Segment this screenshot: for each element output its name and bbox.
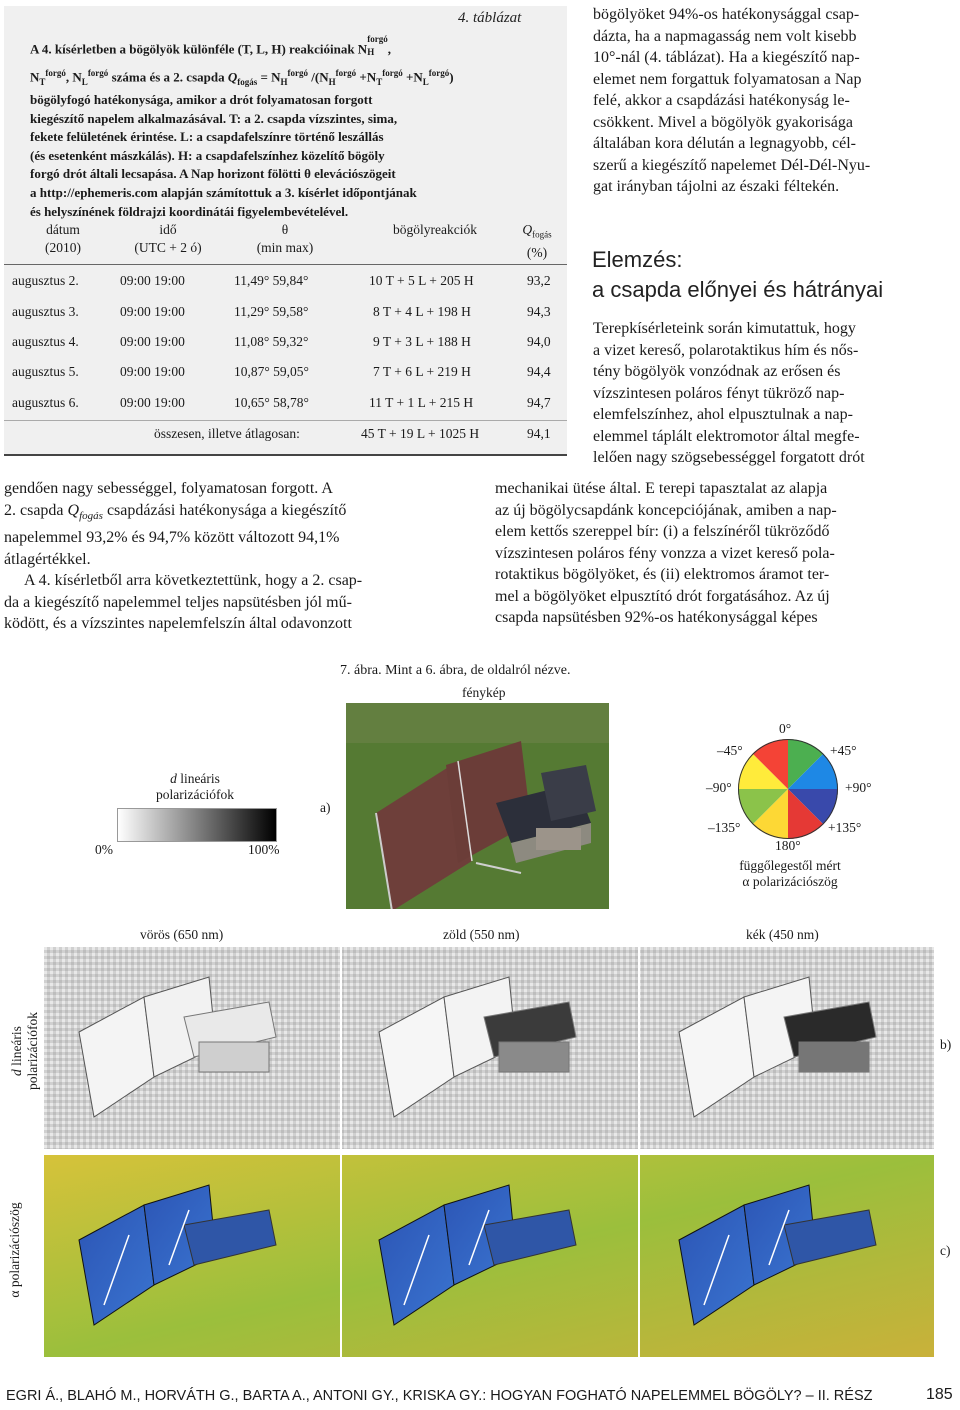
header-theta: θ (min max): [256, 222, 314, 255]
text-line: Terepkísérleteink során kimutattuk, hogy: [593, 320, 856, 337]
text-line: A 4. kísérletből arra következtettünk, hogy a 2. csap-: [24, 572, 363, 590]
text-line: elem kettős szereppel bír: (i) a felszínéről tükröződő: [495, 523, 830, 540]
caption-line-2: $N_T^{forgó}$, $N_L^{forgó}$ száma és a 2. csapda $Q_{fogás} = N_H^{forgó}$ $/(N_H^{forgó} +N_T^{forgó} +N_L^{forgó})$: [30, 67, 454, 87]
text-line: vízszintesen poláros fényt tükröző nap-: [593, 384, 845, 402]
right-column-mid-text: [593, 318, 956, 469]
text-line: gendően nagy sebességgel, folyamatosan forgott. A: [4, 480, 333, 497]
table-caption: [30, 36, 560, 221]
text-line: lelően nagy szögsebességgel forgatott drót: [593, 449, 865, 466]
text-line: da a kiegészítő napelemmel teljes napsütésben jól mű-: [4, 593, 352, 611]
text-line: bögölyöket 94%-os hatékonysággal csap-: [593, 6, 860, 23]
text-line: rotaktikus bögölyöket, és (ii) elektromos áramot ter-: [495, 566, 830, 583]
alpha-angle-label: függőlegestől mért α polarizációszög: [739, 858, 841, 889]
red-channel-label: vörös (650 nm): [140, 927, 224, 942]
right-column-top-text: [593, 4, 956, 198]
alpha-images-row: [44, 1155, 934, 1357]
row-b-side-label: d lineáris polarizációfok: [9, 1012, 40, 1090]
text-line: szerű a kiegészítő napelemet Dél-Dél-Nyu-: [593, 156, 871, 174]
header-q: $Q_{fogás}$ (%): [522, 222, 552, 260]
polarization-angle-wheel: [738, 739, 838, 839]
left-column-text: [4, 478, 466, 635]
text-line: napelemmel 93,2% és 94,7% között változott 94,1%: [4, 529, 340, 547]
text-line: csökkent. Mivel a bögölyök gyakorisága: [593, 113, 853, 131]
right-column-low-text: [495, 478, 957, 629]
text-line: gat irányban tájolni az északi féltekén.: [593, 178, 840, 195]
figure-caption: 7. ábra. Mint a 6. ábra, de oldalról nézve.: [340, 663, 571, 678]
table-row: augusztus 2. 09:00 19:00 11,49° 59,84° 10 T + 5 L + 205 H 93,2: [12, 273, 551, 288]
text-line: tény bögölyök vonzódnak az erősen és: [593, 363, 841, 380]
text-line: mel a bögölyöket elpusztító drót forgatásához. Az új: [495, 587, 830, 605]
text-line: csapda napsütésben 92%-os hatékonysággal képes: [495, 609, 818, 626]
header-date: dátum (2010): [45, 222, 81, 255]
green-channel-label: zöld (550 nm): [443, 927, 520, 942]
table-number: 4. táblázat: [458, 10, 522, 26]
panel-c-label: c): [940, 1243, 951, 1258]
heading-line-2: a csapda előnyei és hátrányai: [592, 277, 884, 302]
photo-label: fénykép: [462, 685, 506, 700]
blue-channel-label: kék (450 nm): [746, 927, 819, 942]
table-total-row: összesen, illetve átlagosan: 45 T + 19 L + 1025 H 94,1: [154, 426, 551, 441]
angle-label-p45: +45°: [830, 743, 857, 758]
panel-a-label: a): [320, 800, 331, 815]
caption-line-7: forgó drót általi lecsapása. A Nap horizont fölötti θ elevációszögeit: [30, 166, 396, 182]
dlin-images-row: [44, 947, 934, 1149]
angle-label-p90: +90°: [845, 780, 872, 795]
text-line: elemfelszínhez, ahol elpusztulnak a nap-: [593, 406, 853, 423]
page-number: 185: [926, 1386, 953, 1403]
table-row: augusztus 3. 09:00 19:00 11,29° 59,58° 8 T + 4 L + 198 H 94,3: [12, 304, 551, 319]
dlin-gradient-bar: [117, 808, 277, 842]
section-heading: [592, 245, 883, 305]
text-line: az új bögölycsapdánk koncepciójának, amiben a nap-: [495, 501, 837, 519]
caption-line-1: A 4. kísérletben a bögölyök különféle (T, L, H) reakcióinak $N_H^{forgó}$,: [30, 34, 391, 57]
table-row: augusztus 6. 09:00 19:00 10,65° 58,78° 11 T + 1 L + 215 H 94,7: [12, 395, 551, 410]
photo-panel-a: [346, 703, 609, 909]
text-line: ködött, és a vízszintes napelemfelszín által odavonzott: [4, 615, 352, 633]
angle-label-m45: –45°: [717, 743, 743, 758]
caption-line-3: bögölyfogó hatékonysága, amikor a drót folyamatosan forgott: [30, 92, 373, 108]
caption-line-4: kiegészítő napelem alkalmazásával. T: a 2. csapda vízszintes, sima,: [30, 110, 398, 126]
caption-line-9: és helyszínének földrajzi koordinátái figyelembevételével.: [30, 203, 349, 219]
angle-label-p135: +135°: [828, 820, 862, 835]
text-line: felé, akkor a csapdázási hatékonyság le-: [593, 92, 850, 109]
total-rule: [4, 420, 567, 421]
scale-max-label: 100%: [248, 842, 280, 857]
footer-authors: EGRI Á., BLAHÓ M., HORVÁTH G., BARTA A., ANTONI GY., KRISKA GY.: HOGYAN FOGHATÓ NAPELEMMEL BÖGÖLY? – II. RÉSZ: [6, 1388, 873, 1404]
caption-line-5: fekete felületének érintése. L: a csapdafelszínre történő leszállás: [30, 129, 384, 145]
dlin-scale-label: d lineáris polarizációfok: [156, 771, 234, 802]
header-time: idő (UTC + 2 ó): [134, 222, 202, 255]
caption-line-8: a http://ephemeris.com alapján számítottuk a 3. kísérlet időpontjának: [30, 185, 417, 200]
caption-line-6: (és esetenként mászkálás). H: a csapdafelszínhez közelítő bögöly: [30, 147, 385, 163]
header-reactions: bögölyreakciók: [393, 222, 477, 237]
text-line: átlagértékkel.: [4, 550, 91, 568]
row-c-side-label: α polarizációszög: [7, 1202, 22, 1298]
text-line: elemmel táplált elektromotor által megfe-: [593, 427, 860, 445]
text-line: elemet nem forgattuk folyamatosan a Nap: [593, 70, 862, 88]
angle-label-0: 0°: [779, 721, 792, 736]
angle-label-m135: –135°: [708, 820, 741, 835]
table-header-rule: [4, 264, 567, 265]
text-line: 10°-nál (4. táblázat). Ha a kiegészítő nap-: [593, 49, 860, 66]
table-row: augusztus 4. 09:00 19:00 11,08° 59,32° 9 T + 3 L + 188 H 94,0: [12, 334, 551, 349]
text-line: dázta, ha a napmagasság nem volt kisebb: [593, 27, 857, 45]
text-line: mechanikai ütése által. E terepi tapasztalat az alapja: [495, 480, 828, 497]
text-line: a vizet kereső, polarotaktikus hím és nős-: [593, 341, 859, 359]
scale-min-label: 0%: [95, 842, 113, 857]
angle-label-m90: –90°: [706, 780, 732, 795]
angle-label-180: 180°: [775, 838, 801, 853]
heading-line-1: Elemzés:: [592, 247, 683, 272]
panel-b-label: b): [940, 1037, 952, 1052]
table-row: augusztus 5. 09:00 19:00 10,87° 59,05° 7 T + 6 L + 219 H 94,4: [12, 364, 551, 379]
text-line: 2. csapda $Q_{fogás}$ csapdázási hatékonysága a kiegészítő: [4, 501, 347, 522]
text-line: általában kora délután a legnagyobb, cél-: [593, 135, 856, 152]
text-line: vízszintesen poláros fény vonzza a vizet kereső pola-: [495, 544, 835, 562]
